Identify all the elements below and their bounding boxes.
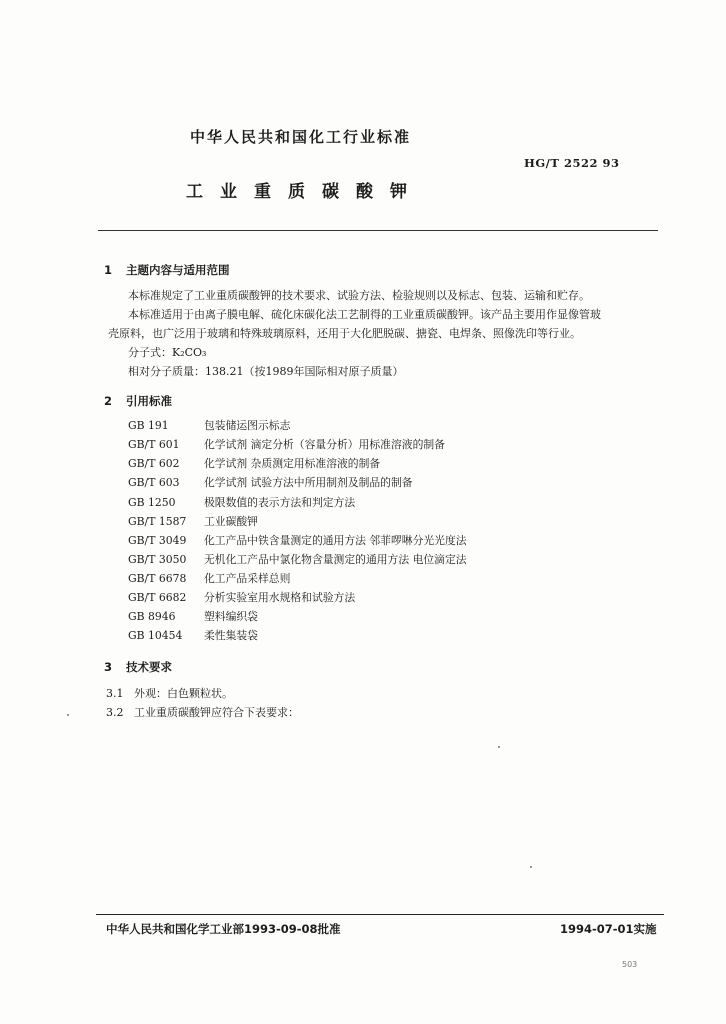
reference-text: 柔性集装袋	[204, 629, 258, 642]
section-3-heading	[104, 659, 172, 675]
reference-text: 无机化工产品中氯化物含量测定的通用方法 电位滴定法	[204, 553, 467, 566]
section-1-paragraph-1: 本标准规定了工业重质碳酸钾的技术要求、试验方法、检验规则以及标志、包装、运输和贮存。	[128, 289, 590, 302]
reference-text: 化学试剂 试验方法中所用制剂及制品的制备	[204, 476, 413, 489]
reference-code: GB/T 1587	[128, 515, 187, 528]
clause-3-2	[106, 703, 299, 722]
document-title: 工业重质碳酸钾	[186, 182, 424, 202]
section-2-heading	[104, 393, 172, 409]
scan-speck	[498, 746, 500, 748]
reference-text: 化学试剂 杂质测定用标准溶液的制备	[204, 457, 381, 470]
reference-text: 分析实验室用水规格和试验方法	[204, 591, 356, 604]
reference-text: 工业碳酸钾	[204, 515, 258, 528]
reference-code: GB/T 601	[128, 438, 180, 451]
reference-item	[128, 495, 355, 510]
reference-text: 极限数值的表示方法和判定方法	[204, 496, 356, 509]
reference-code: GB/T 603	[128, 476, 180, 489]
clause-number: 3.1	[106, 687, 124, 700]
reference-code: GB 8946	[128, 610, 176, 623]
section-1-paragraph-2-line-2: 壳原料，也广泛用于玻璃和特殊玻璃原料，还用于大化肥脱碳、搪瓷、电焊条、照像洗印等行业。	[108, 327, 581, 340]
approval-info: 中华人民共和国化学工业部1993-09-08批准	[106, 922, 341, 936]
clause-text: 外观：白色颗粒状。	[134, 687, 233, 700]
standard-number: HG/T 2522 93	[524, 156, 620, 170]
section-2-number: 2	[104, 394, 113, 408]
section-1-title: 主题内容与适用范围	[126, 263, 230, 277]
reference-text: 化工产品采样总则	[204, 572, 291, 585]
scan-speck	[67, 714, 69, 716]
reference-code: GB/T 3050	[128, 553, 187, 566]
reference-text: 塑料编织袋	[204, 610, 258, 623]
footer-rule	[96, 914, 664, 915]
clause-text: 工业重质碳酸钾应符合下表要求：	[134, 706, 299, 719]
section-1-number: 1	[104, 263, 113, 277]
section-3-number: 3	[104, 660, 113, 674]
reference-code: GB/T 3049	[128, 534, 187, 547]
reference-item	[128, 533, 467, 548]
section-3-title: 技术要求	[126, 660, 172, 674]
issuing-organization: 中华人民共和国化工行业标准	[190, 128, 412, 146]
reference-text: 化学试剂 滴定分析（容量分析）用标准溶液的制备	[204, 438, 445, 451]
page-number: 503	[622, 960, 638, 969]
reference-item	[128, 552, 467, 567]
header-rule	[98, 230, 658, 231]
reference-item	[128, 514, 258, 529]
reference-code: GB/T 6678	[128, 572, 187, 585]
reference-item	[128, 475, 413, 490]
section-1-paragraph-2-line-1: 本标准适用于由离子膜电解、硫化床碳化法工艺制得的工业重质碳酸钾。该产品主要用作显像管玻	[128, 308, 601, 321]
implementation-date: 1994-07-01实施	[560, 922, 657, 936]
reference-text: 化工产品中铁含量测定的通用方法 邻菲啰啉分光光度法	[204, 534, 467, 547]
reference-item	[128, 628, 258, 643]
reference-item	[128, 571, 290, 586]
section-2-title: 引用标准	[126, 394, 172, 408]
reference-item	[128, 437, 445, 452]
molecular-formula: 分子式：K₂CO₃	[128, 346, 207, 359]
reference-code: GB/T 602	[128, 457, 180, 470]
reference-item	[128, 456, 380, 471]
reference-code: GB 191	[128, 419, 169, 432]
section-1-heading	[104, 262, 230, 278]
reference-item	[128, 609, 258, 624]
reference-code: GB/T 6682	[128, 591, 187, 604]
reference-code: GB 1250	[128, 496, 176, 509]
clause-3-1	[106, 684, 233, 703]
reference-item	[128, 418, 290, 433]
reference-code: GB 10454	[128, 629, 183, 642]
scan-speck	[530, 866, 532, 868]
relative-molecular-mass: 相对分子质量：138.21（按1989年国际相对原子质量）	[128, 365, 404, 378]
reference-text: 包装储运图示标志	[204, 419, 291, 432]
clause-number: 3.2	[106, 706, 124, 719]
reference-item	[128, 590, 355, 605]
